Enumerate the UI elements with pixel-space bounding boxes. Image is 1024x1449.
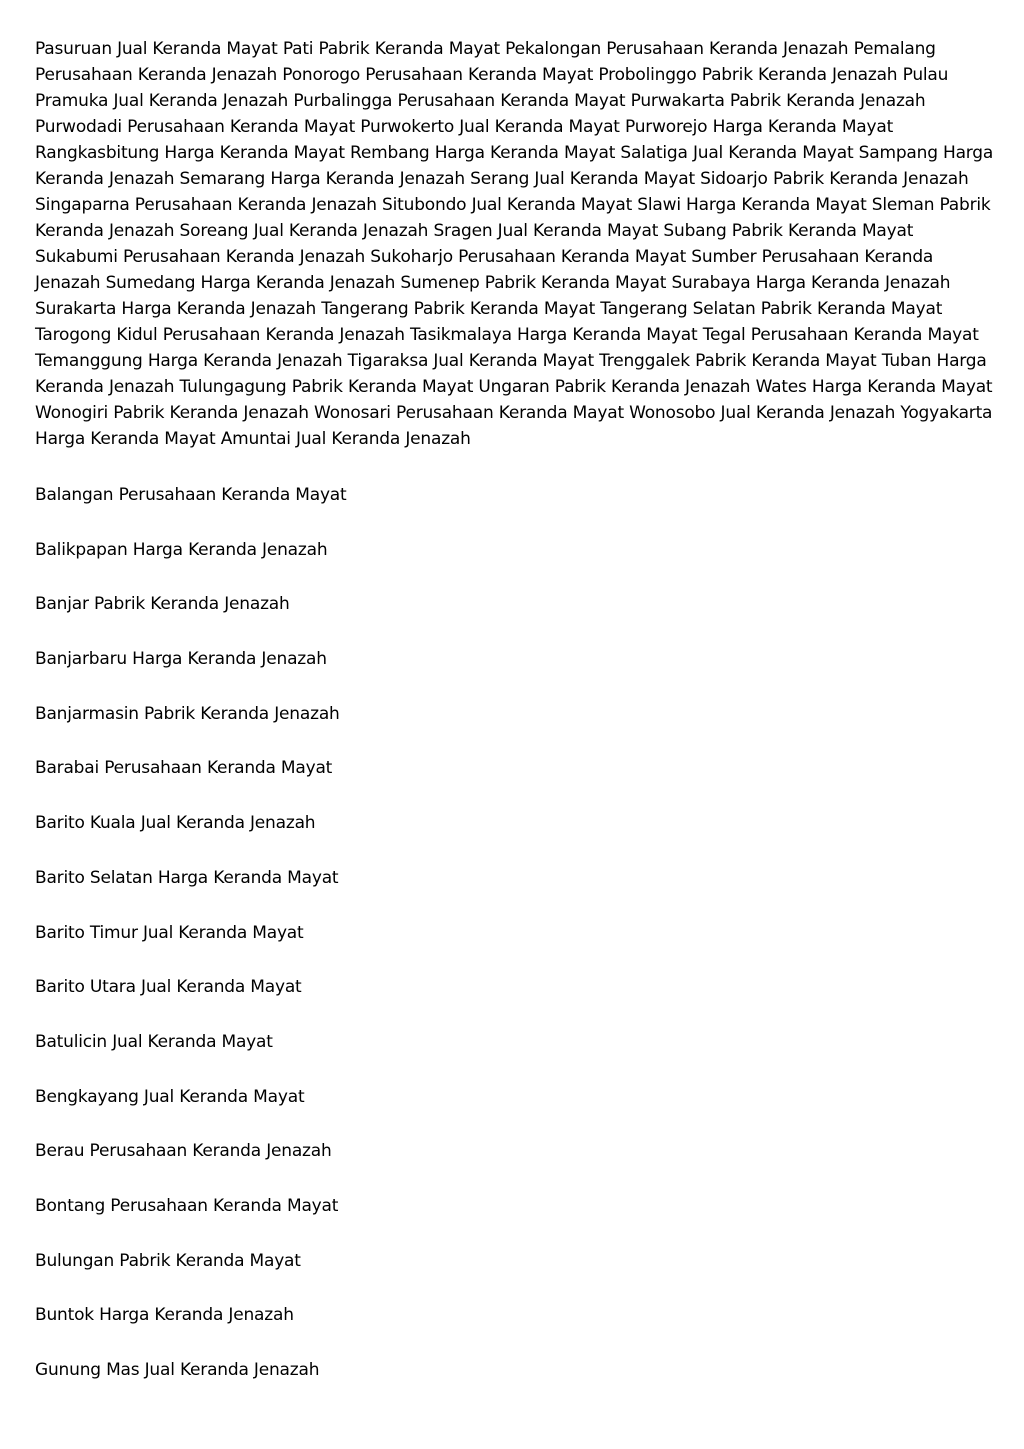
list-item: Bontang Perusahaan Keranda Mayat — [35, 1195, 339, 1216]
list-item: Bengkayang Jual Keranda Mayat — [35, 1086, 305, 1107]
list-item: Banjar Pabrik Keranda Jenazah — [35, 594, 290, 615]
list-item: Barito Utara Jual Keranda Mayat — [35, 977, 302, 998]
list-item: Gunung Mas Jual Keranda Jenazah — [35, 1360, 320, 1380]
list-item: Barito Selatan Harga Keranda Mayat — [35, 867, 339, 888]
list-item: Barito Kuala Jual Keranda Jenazah — [35, 813, 316, 834]
list-item: Buntok Harga Keranda Jenazah — [35, 1305, 294, 1326]
document-page — [35, 36, 995, 1412]
list-item: Barabai Perusahaan Keranda Mayat — [35, 758, 333, 779]
list-item: Balikpapan Harga Keranda Jenazah — [35, 539, 328, 560]
list-item: Banjarmasin Pabrik Keranda Jenazah — [35, 703, 340, 724]
intro-paragraph: Pasuruan Jual Keranda Mayat Pati Pabrik Keranda Mayat Pekalongan Perusahaan Keranda Jenazah Pemalang Perusahaan Keranda Jenazah Ponorogo Perusahaan Keranda Mayat Probolinggo Pabrik Keranda Jenazah Pulau Pramuka Jual Keranda Jenazah Purbalingga Perusahaan Keranda Mayat Purwakarta Pabrik Keranda Jenazah Purwodadi Perusahaan Keranda Mayat Purwokerto Jual Keranda Mayat Purworejo Harga Keranda Mayat Rangkasbitung Harga Keranda Mayat Rembang Harga Keranda Mayat Salatiga Jual Keranda Mayat Sampang Harga Keranda Jenazah Semarang Harga Keranda Jenazah Serang Jual Keranda Mayat Sidoarjo Pabrik Keranda Jenazah Singaparna Perusahaan Keranda Jenazah Situbondo Jual Keranda Mayat Slawi Harga Keranda Mayat Sleman Pabrik Keranda Jenazah Soreang Jual Keranda Jenazah Sragen Jual Keranda Mayat Subang Pabrik Keranda Mayat Sukabumi Perusahaan Keranda Jenazah Sukoharjo Perusahaan Keranda Mayat Sumber Perusahaan Keranda Jenazah Sumedang Harga Keranda Jenazah Sumenep Pabrik Keranda Mayat Surabaya Harga Keranda Jenazah Surakarta Harga Keranda Jenazah Tangerang Pabrik Keranda Mayat Tangerang Selatan Pabrik Keranda Mayat Tarogong Kidul Perusahaan Keranda Jenazah Tasikmalaya Harga Keranda Mayat Tegal Perusahaan Keranda Mayat Temanggung Harga Keranda Jenazah Tigaraksa Jual Keranda Mayat Trenggalek Pabrik Keranda Mayat Tuban Harga Keranda Jenazah Tulungagung Pabrik Keranda Mayat Ungaran Pabrik Keranda Jenazah Wates Harga Keranda Mayat Wonogiri Pabrik Keranda Jenazah Wonosari Perusahaan Keranda Mayat Wonosobo Jual Keranda Jenazah Yogyakarta Harga Keranda Mayat Amuntai Jual Keranda Jenazah — [35, 39, 994, 449]
list-item: Balangan Perusahaan Keranda Mayat — [35, 485, 347, 505]
list-item: Bulungan Pabrik Keranda Mayat — [35, 1250, 301, 1271]
list-item: Barito Timur Jual Keranda Mayat — [35, 922, 304, 943]
entry-list — [35, 482, 995, 1383]
list-item: Berau Perusahaan Keranda Jenazah — [35, 1141, 332, 1162]
list-item: Banjarbaru Harga Keranda Jenazah — [35, 649, 327, 670]
list-item: Batulicin Jual Keranda Mayat — [35, 1031, 273, 1052]
